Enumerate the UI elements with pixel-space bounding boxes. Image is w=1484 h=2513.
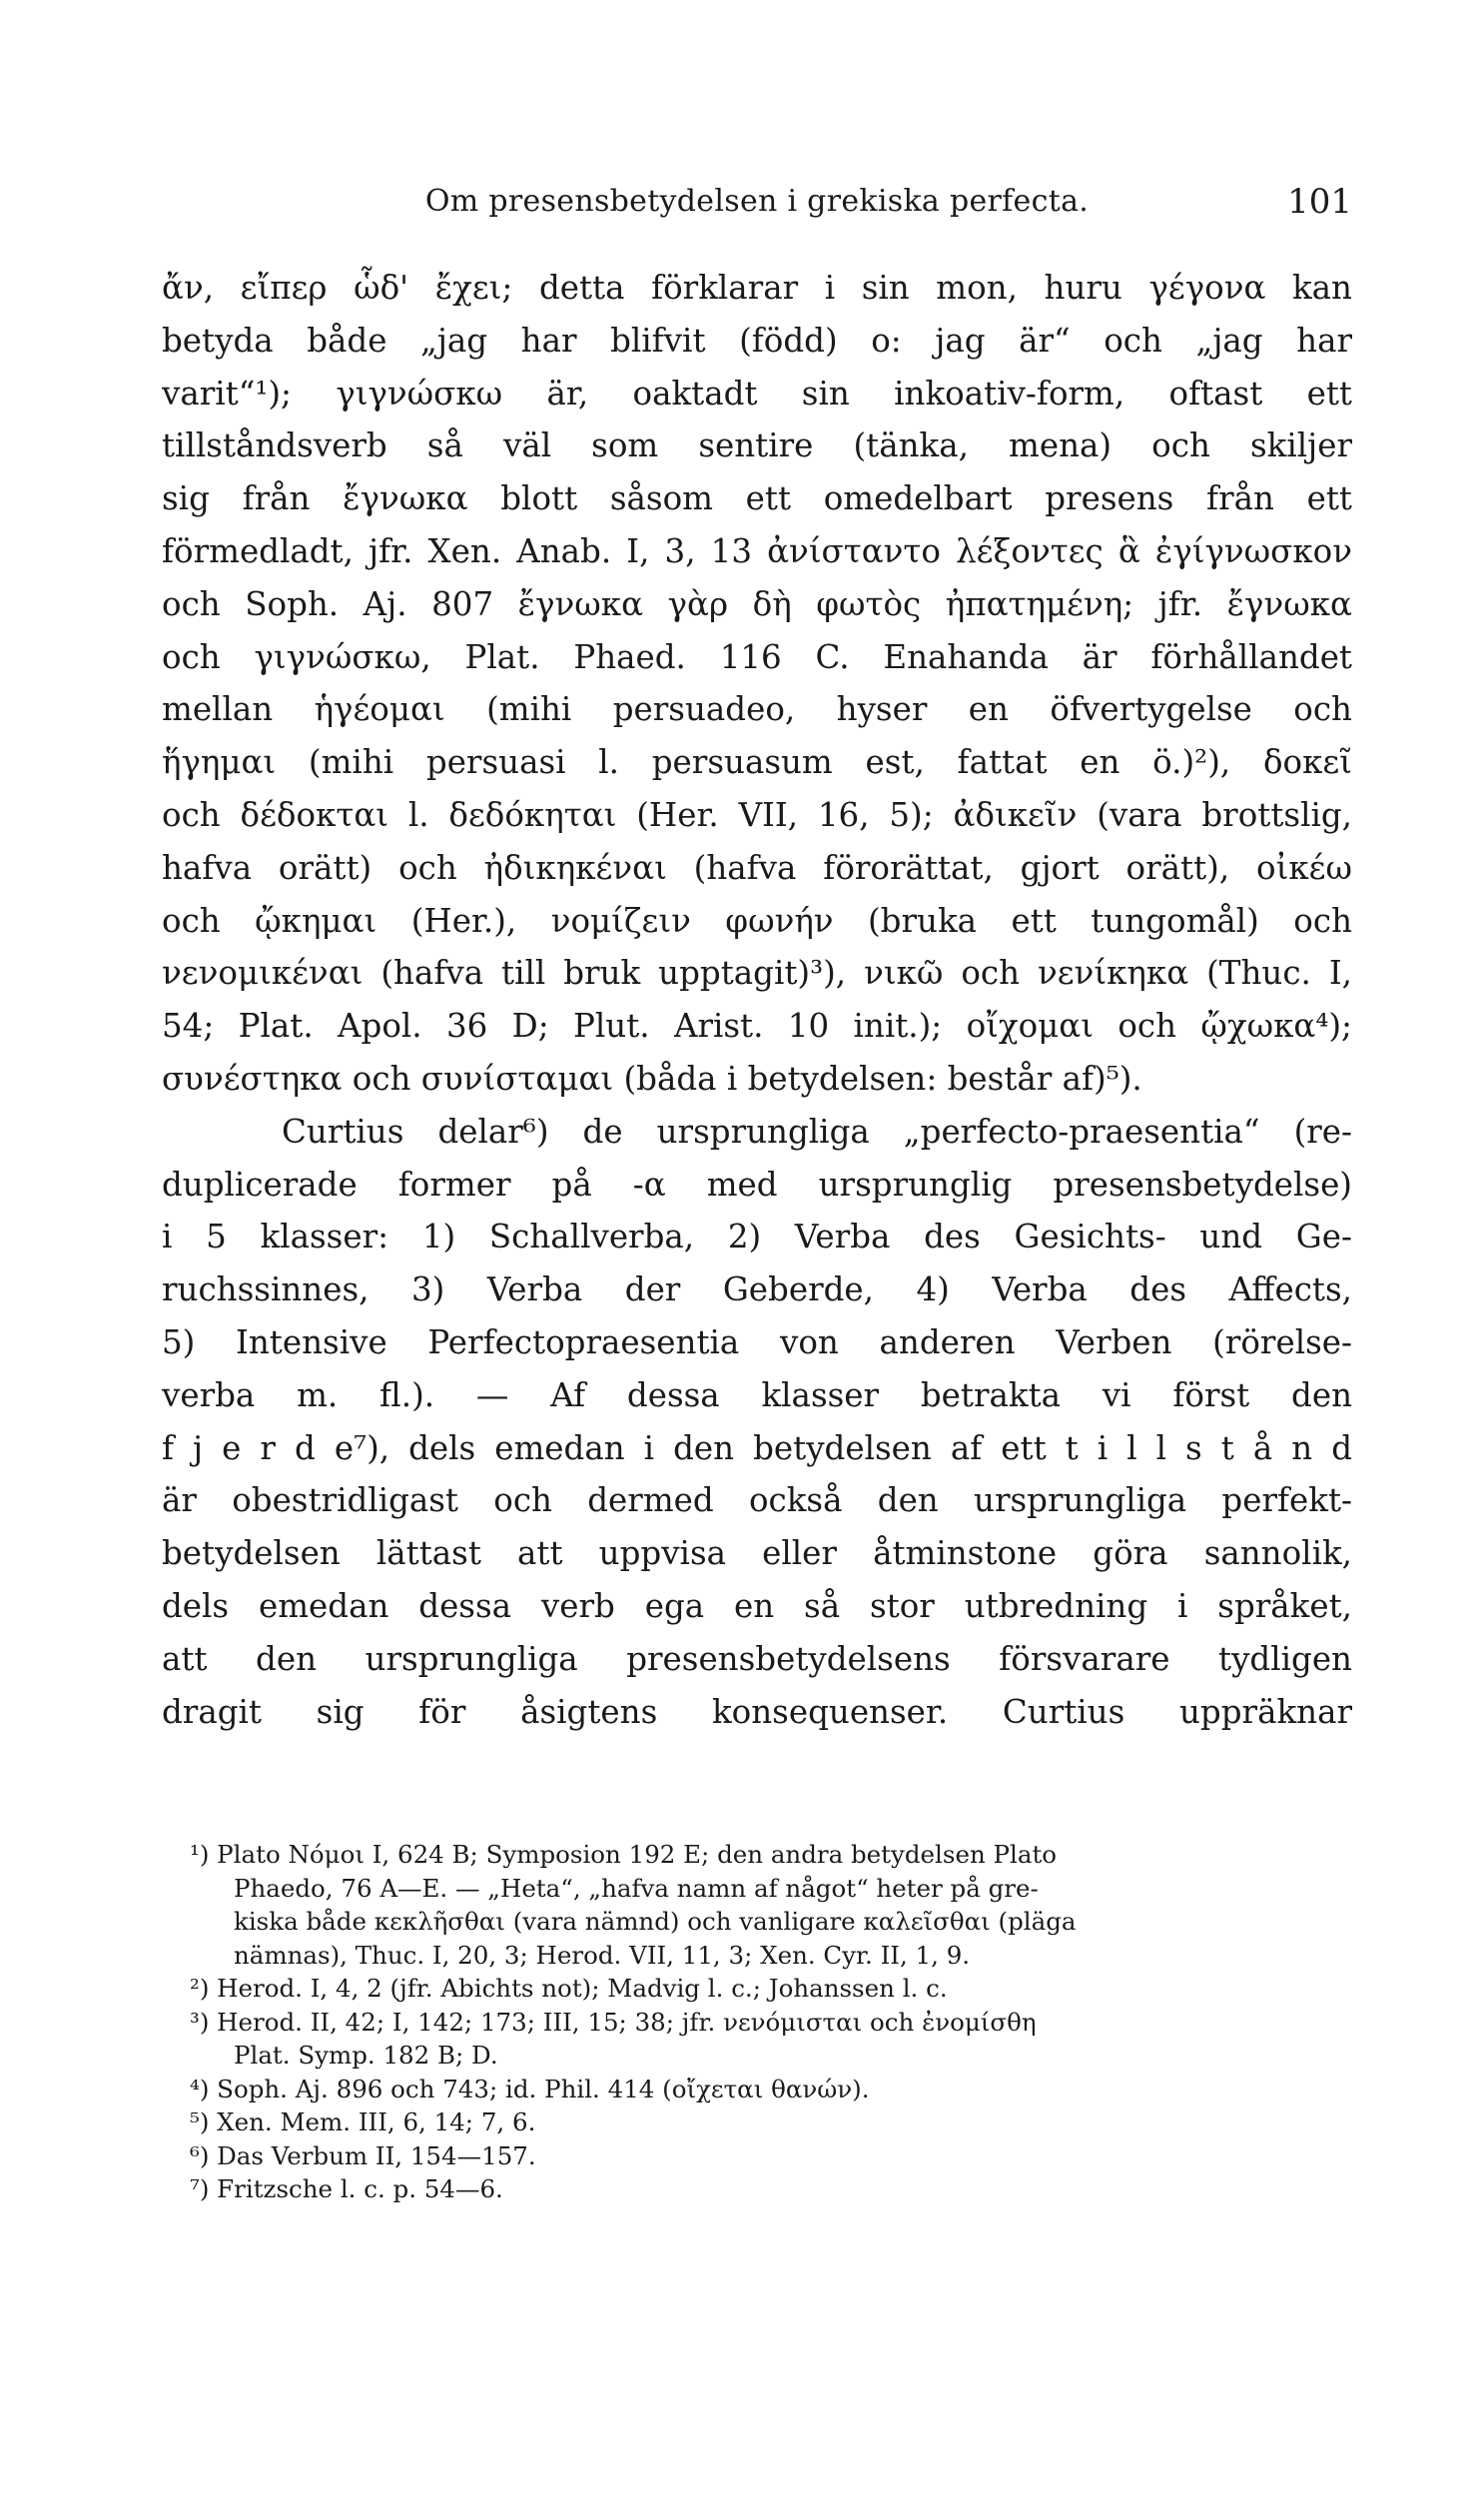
- body-line: duplicerade former på -α med ursprunglig presensbetydelse): [162, 1165, 1352, 1204]
- footnote-line: Plat. Symp. 182 B; D.: [234, 2041, 498, 2070]
- body-line: dels emedan dessa verb ega en så stor utbredning i språket,: [162, 1586, 1352, 1625]
- footnote-line: ⁷) Fritzsche l. c. p. 54—6.: [190, 2174, 503, 2203]
- body-line: f j e r d e⁷), dels emedan i den betydelsen af ett t i l l s t å n d: [162, 1428, 1352, 1467]
- footnote-line: ⁴) Soph. Aj. 896 och 743; id. Phil. 414 (οἴχεται θανών).: [190, 2074, 870, 2103]
- body-line: att den ursprungliga presensbetydelsens försvarare tydligen: [162, 1639, 1352, 1678]
- body-line: ἄν, εἴπερ ὧδ' ἔχει; detta förklarar i sin mon, huru γέγονα kan: [162, 269, 1352, 307]
- footnote-line: nämnas), Thuc. I, 20, 3; Herod. VII, 11, 3; Xen. Cyr. II, 1, 9.: [234, 1940, 971, 1970]
- body-line: hafva orätt) och ἠδικηκέναι (hafva förorättat, gjort orätt), οἰκέω: [162, 848, 1352, 887]
- body-line: sig från ἔγνωκα blott såsom ett omedelbart presens från ett: [162, 479, 1352, 518]
- body-line: och Soph. Aj. 807 ἔγνωκα γὰρ δὴ φωτὸς ἠπατημένη; jfr. ἔγνωκα: [162, 584, 1352, 623]
- body-line: 5) Intensive Perfectopraesentia von anderen Verben (rörelse-: [162, 1322, 1352, 1361]
- footnote-line: ²) Herod. I, 4, 2 (jfr. Abichts not); Madvig l. c.; Johanssen l. c.: [190, 1974, 948, 2003]
- body-line: och δέδοκται l. δεδόκηται (Her. VII, 16, 5); ἀδικεῖν (vara brottslig,: [162, 795, 1352, 834]
- body-text: [162, 262, 1352, 1738]
- body-line: i 5 klasser: 1) Schallverba, 2) Verba des Gesichts- und Ge-: [162, 1218, 1352, 1256]
- body-line: förmedladt, jfr. Xen. Anab. I, 3, 13 ἀνίσταντο λέξοντες ἃ ἐγίγνωσκον: [162, 531, 1352, 570]
- footnote-line: kiska både κεκλῆσθαι (vara nämnd) och vanligare καλεῖσθαι (pläga: [234, 1907, 1077, 1936]
- body-line: verba m. fl.). — Af dessa klasser betrakta vi först den: [162, 1375, 1352, 1414]
- footnote-line: ⁶) Das Verbum II, 154—157.: [190, 2140, 536, 2170]
- body-line: 54; Plat. Apol. 36 D; Plut. Arist. 10 init.); οἴχομαι och ᾤχωκα⁴);: [162, 1007, 1352, 1046]
- body-line: mellan ἡγέομαι (mihi persuadeo, hyser en öfvertygelse och: [162, 690, 1352, 729]
- body-line: och γιγνώσκω, Plat. Phaed. 116 C. Enahanda är förhållandet: [162, 637, 1352, 676]
- body-line: ἥγημαι (mihi persuasi l. persuasum est, fattat en ö.)²), δοκεῖ: [162, 743, 1352, 782]
- body-line: συνέστηκα och συνίσταμαι (båda i betydelsen: består af)⁵).: [162, 1059, 1142, 1098]
- footnote-line: ¹) Plato Νόμοι I, 624 B; Symposion 192 E; den andra betydelsen Plato: [190, 1840, 1058, 1869]
- body-line: tillståndsverb så väl som sentire (tänka, mena) och skiljer: [162, 426, 1352, 465]
- body-line: betydelsen lättast att uppvisa eller åtminstone göra sannolik,: [162, 1534, 1352, 1573]
- footnote-line: Phaedo, 76 A—E. — „Heta“, „hafva namn af något“ heter på gre-: [234, 1873, 1039, 1903]
- body-line: varit“¹); γιγνώσκω är, oaktadt sin inkoativ-form, oftast ett: [162, 374, 1352, 413]
- body-line: Curtius delar⁶) de ursprungliga „perfecto-praesentia“ (re-: [282, 1112, 1352, 1151]
- body-line: och ᾤκημαι (Her.), νομίζειν φωνήν (bruka ett tungomål) och: [162, 901, 1352, 940]
- body-line: dragit sig för åsigtens konsequenser. Curtius uppräknar: [162, 1692, 1352, 1731]
- body-line: νενομικέναι (hafva till bruk upptagit)³), νικῶ och νενίκηκα (Thuc. I,: [162, 954, 1352, 993]
- body-line: är obestridligast och dermed också den ursprungliga perfekt-: [162, 1481, 1352, 1520]
- body-line: betyda både „jag har blifvit (född) o: jag är“ och „jag har: [162, 321, 1352, 360]
- footnotes: [162, 1838, 1352, 2206]
- running-title: Om presensbetydelsen i grekiska perfecta.: [424, 184, 1090, 219]
- body-line: ruchssinnes, 3) Verba der Geberde, 4) Verba des Affects,: [162, 1270, 1352, 1309]
- page-number: 101: [1287, 182, 1352, 222]
- running-head: [162, 176, 1352, 228]
- footnote-line: ⁵) Xen. Mem. III, 6, 14; 7, 6.: [190, 2107, 536, 2136]
- footnote-line: ³) Herod. II, 42; I, 142; 173; III, 15; 38; jfr. νενόμισται och ἐνομίσθη: [190, 2007, 1037, 2037]
